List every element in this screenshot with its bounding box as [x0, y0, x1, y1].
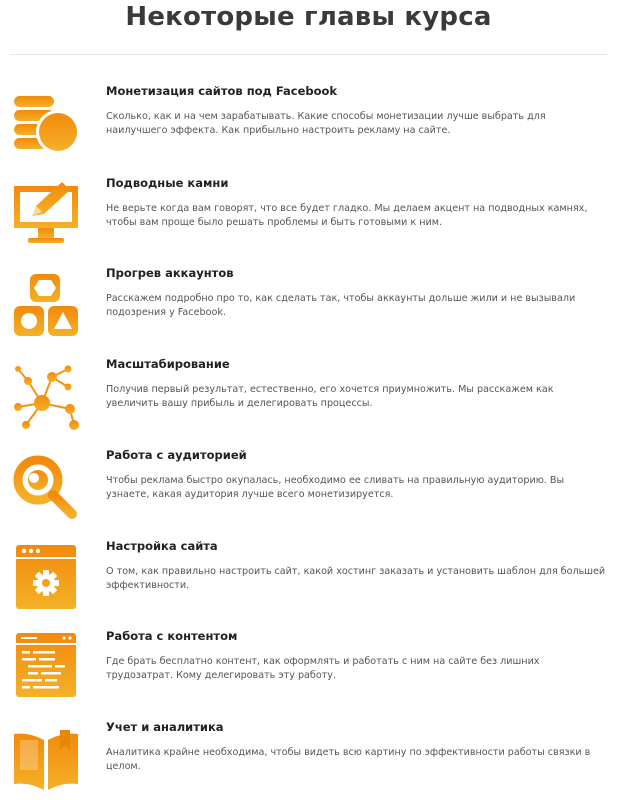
chapter-description: Где брать бесплатно контент, как оформлять и работать с ним на сайте без лишних трудозатрат. Кому делегировать эту работу.	[106, 656, 540, 681]
open-book-icon	[10, 726, 82, 798]
chapter-description: Чтобы реклама быстро окупалась, необходимо ее сливать на правильную аудиторию. Вы узнаете, какая аудитория лучше всего монетизируется.	[106, 475, 565, 500]
chapter-title: Учет и аналитика	[106, 720, 224, 734]
chapter-title: Подводные камни	[106, 176, 229, 190]
chapter-item-site-setup	[0, 539, 617, 619]
coins-stack-icon	[10, 90, 82, 162]
chapter-description: Сколько, как и на чем зарабатывать. Какие способы монетизации лучше выбрать для наилучшего эффекта. Как прибыльно настроить рекламу на сайте.	[106, 111, 546, 136]
chapter-item-audience	[0, 448, 617, 528]
chapter-item-pitfalls	[0, 176, 617, 256]
chapter-item-content	[0, 629, 617, 709]
chapter-item-analytics	[0, 720, 617, 800]
chapter-description: О том, как правильно настроить сайт, какой хостинг заказать и установить шаблон для большей эффективности.	[106, 566, 606, 591]
divider	[10, 54, 607, 55]
chapter-item-scaling	[0, 357, 617, 437]
monitor-pencil-icon	[10, 180, 82, 252]
browser-gear-icon	[10, 543, 82, 615]
chapter-item-account-warmup	[0, 266, 617, 346]
chapter-title: Настройка сайта	[106, 539, 218, 553]
chapter-title: Монетизация сайтов под Facebook	[106, 84, 338, 98]
chapter-description: Расскажем подробно про то, как сделать так, чтобы аккаунты дольше жили и не вызывали подозрения у Facebook.	[106, 293, 576, 318]
chapter-title: Работа с аудиторией	[106, 448, 247, 462]
chapter-title: Масштабирование	[106, 357, 230, 371]
page-title: Некоторые главы курса	[125, 2, 492, 32]
network-nodes-icon	[10, 363, 82, 435]
shape-blocks-icon	[10, 272, 82, 344]
chapter-description: Не верьте когда вам говорят, что все будет гладко. Мы делаем акцент на подводных камнях, чтобы вам проще было решать проблемы и быть готовыми к ним.	[106, 203, 588, 228]
chapter-item-monetization	[0, 84, 617, 164]
magnifier-icon	[10, 452, 82, 524]
chapter-title: Работа с контентом	[106, 629, 238, 643]
chapter-title: Прогрев аккаунтов	[106, 266, 234, 280]
chapter-description: Получив первый результат, естественно, его хочется приумножить. Мы расскажем как увеличить вашу прибыль и делегировать процессы.	[106, 384, 554, 409]
browser-code-icon	[10, 633, 82, 705]
chapter-description: Аналитика крайне необходима, чтобы видеть всю картину по эффективности работы связки в целом.	[106, 747, 591, 772]
